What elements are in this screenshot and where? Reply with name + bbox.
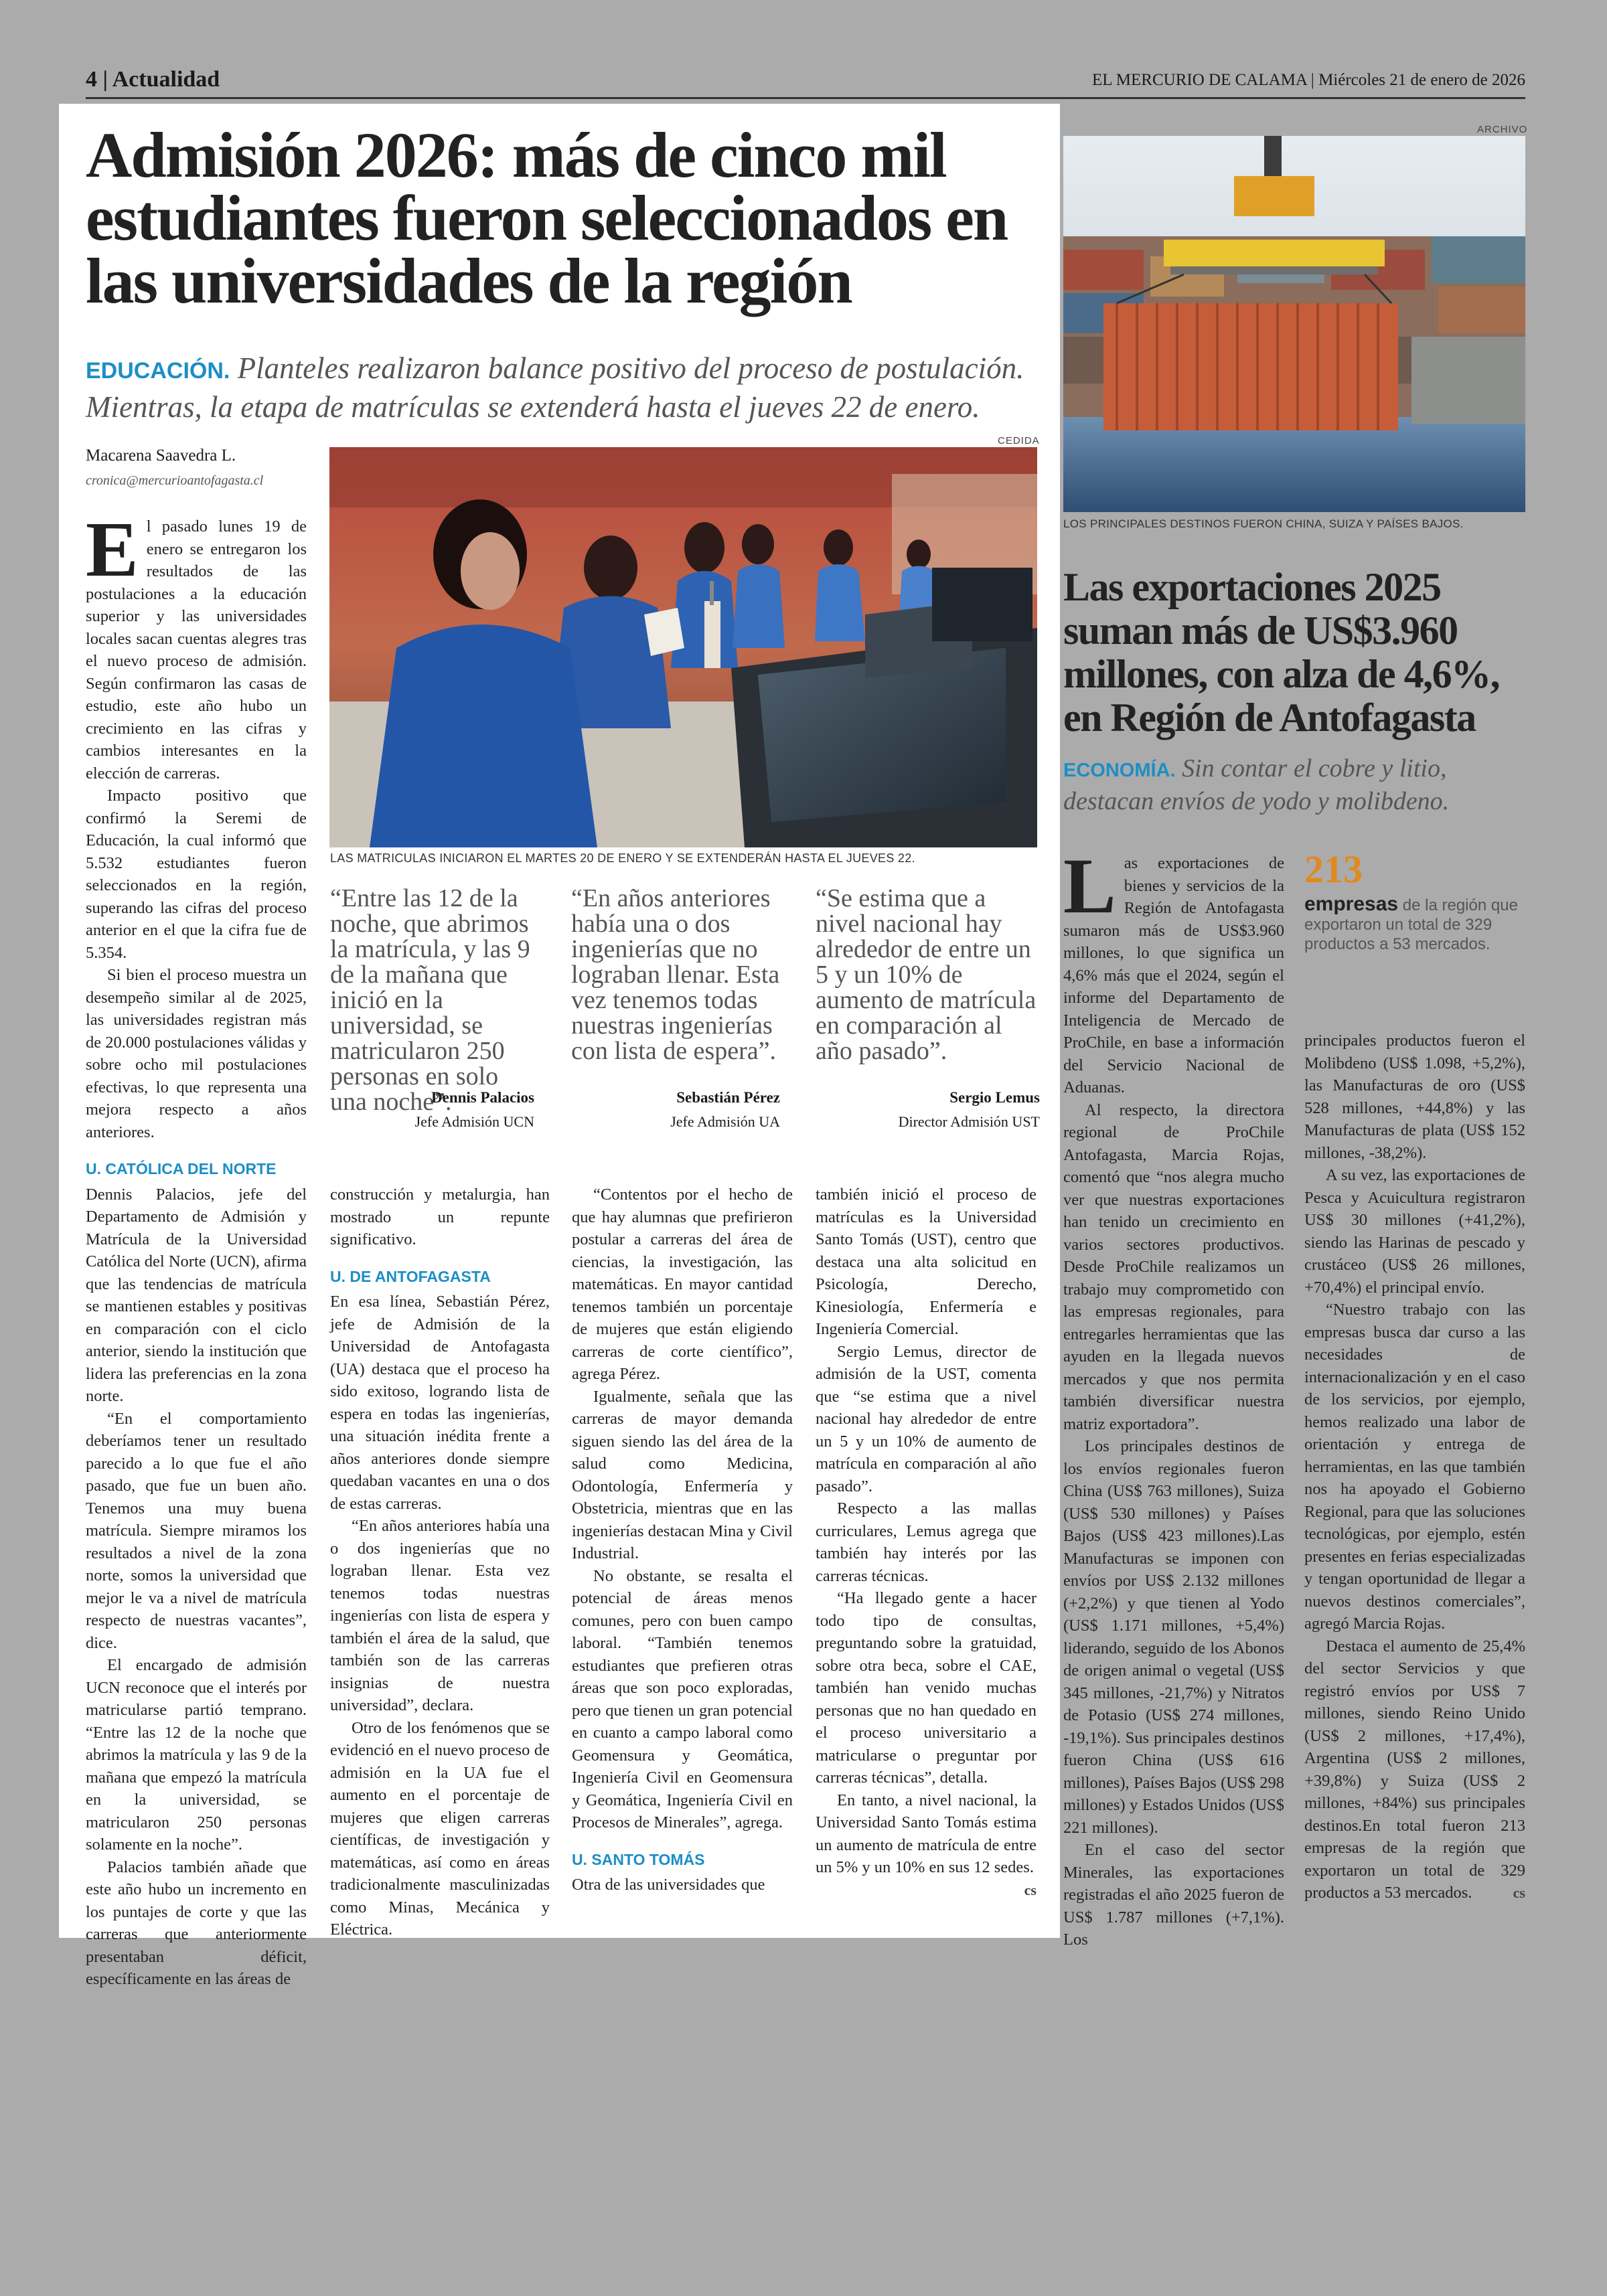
article-paragraph: “En años anteriores había una o dos ingenierías que no lograban llenar. Esta vez tenemos todas nuestras ingenierías con lista de espera y también el área de la salud, que también son de las carreras insignias de nuestra universidad”, declara. <box>330 1517 550 1714</box>
photo-caption: LAS MATRICULAS INICIARON EL MARTES 20 DE ENERO Y SE EXTENDERÁN HASTA EL JUEVES 22. <box>330 851 915 865</box>
side-column-2 <box>1304 1030 1525 1904</box>
author-name: Macarena Saavedra L. <box>86 446 236 465</box>
article-paragraph: Impacto positivo que confirmó la Seremi de Educación, la cual informó que 5.532 estudiantes fueron seleccionados en la región, superando las cifras del proceso anterior en el que la cifra fue de 5.354. <box>86 787 307 962</box>
quote-3 <box>816 886 1040 1140</box>
article-column-4 <box>816 1183 1037 1901</box>
side-article <box>1063 104 1528 1949</box>
side-lead <box>1063 753 1525 817</box>
page-number: 4 <box>86 67 97 92</box>
article-paragraph: “Ha llegado gente a hacer todo tipo de consultas, preguntando sobre la gratuidad, sobre otra beca, sobre el CAE, también han venido muchas personas que no han quedado en el proceso universitario a matricularse o preguntar por carreras técnicas”, detalla. <box>816 1589 1037 1787</box>
issue-date: Miércoles 21 de enero de 2026 <box>1318 71 1525 89</box>
author-email: cronica@mercurioantofagasta.cl <box>86 473 264 488</box>
article-paragraph: Los principales destinos de los envíos regionales fueron China (US$ 763 millones), Suiza (US$ 530 millones) y Países Bajos (US$ 423 millones).Las Manufacturas se imponen con envíos por US$ 2.132 millones (+2,2%) y que tienen al Yodo (US$ 1.171 millones, +5,4%) liderando, seguido de los Abonos de origen animal o vegetal (US$ 345 millones, -21,7%) y Nitratos de Potasio (US$ 274 millones, -19,1%). Sus principales destinos fueron China (US$ 616 millones), Países Bajos (US$ 298 millones) y Estados Unidos (US$ 221 millones). <box>1063 1437 1284 1837</box>
article-paragraph: Otro de los fenómenos que se evidenció en el nuevo proceso de admisión en la UA fue el aumento en el porcentaje de mujeres que eligen carreras científicas, de investigación y matemáticas, así como en áreas tradicionalmente masculinizadas como Minas, Mecánica y Eléctrica. <box>330 1718 550 1939</box>
quote-author-role: Director Admisión UST <box>898 1113 1040 1130</box>
photo-caption: LOS PRINCIPALES DESTINOS FUERON CHINA, SUIZA Y PAÍSES BAJOS. <box>1063 517 1464 530</box>
article-column-1 <box>86 505 307 1991</box>
article-paragraph: también inició el proceso de matrículas es la Universidad Santo Tomás (UST), centro que destaca una alta solicitud en Psicología, Derecho, Kinesiología, Enfermería e Ingeniería Comercial. <box>816 1185 1037 1338</box>
end-mark: cs <box>1513 1884 1525 1901</box>
stat-text: empresas de la región que exportaron un total de 329 productos a 53 mercados. <box>1304 893 1518 953</box>
article-paragraph: Respecto a las mallas curriculares, Lemus agrega que también hay interés por las carreras técnicas. <box>816 1499 1037 1585</box>
article-kicker: EDUCACIÓN. <box>86 358 230 384</box>
article-paragraph: El encargado de admisión UCN reconoce que el interés por matricularse partió temprano. “Entre las 12 de la noche que abrimos la matrícula y las 9 de la mañana que empezó la matrícula en la universidad, se matricularon 250 personas solamente en la noche”. <box>86 1656 307 1854</box>
subheading-ua: U. DE ANTOFAGASTA <box>330 1267 491 1285</box>
port-container-photo <box>1063 136 1525 512</box>
article-paragraph: No obstante, se resalta el potencial de áreas menos comunes, pero con buen campo laboral. “También tenemos estudiantes que prefieren otras áreas que son poco exploradas, pero que tienen un gran potencial en cuanto a campo laboral como Geomensura y Geomática, Ingeniería Civil en Geomensura y Geomática, Ingeniería Civil en Procesos de Minerales”, agrega. <box>572 1566 793 1831</box>
article-paragraph: principales productos fueron el Molibdeno (US$ 1.098, +5,2%), las Manufacturas de oro (US$ 528 millones, +44,8%) y las Manufacturas de plata (US$ 152 millones, -38,2%). <box>1304 1032 1525 1162</box>
article-lead <box>86 350 1037 425</box>
article-paragraph: Palacios también añade que este año hubo un incremento en los puntajes de corte y que las carreras que anteriormente presentaban déficit, específicamente en las áreas de <box>86 1858 307 1988</box>
page-section: 4 | Actualidad <box>86 67 220 92</box>
photo-credit: ARCHIVO <box>1477 124 1528 135</box>
stat-label: empresas <box>1304 893 1399 915</box>
article-paragraph: Si bien el proceso muestra un desempeño similar al de 2025, las universidades registran más de 20.000 postulaciones válidas y sobre ocho mil postulaciones efectivas, lo que representa una mejora respecto a años anteriores. <box>86 966 307 1141</box>
newspaper-name: EL MERCURIO DE CALAMA <box>1091 71 1307 89</box>
article-headline: Admisión 2026: más de cinco mil estudiantes fueron seleccionados en las universidades de la región <box>86 119 1008 317</box>
article-paragraph: En esa línea, Sebastián Pérez, jefe de Admisión de la Universidad de Antofagasta (UA) destaca que el proceso ha sido exitoso, logrando lista de espera en todas las ingenierías, una situación inédita frente a años anteriores donde siempre quedaban vacantes en una o dos de estas carreras. <box>330 1293 550 1513</box>
article-paragraph: En el caso del sector Minerales, las exportaciones registradas el año 2025 fueron de US$ 1.787 millones (+7,1%). Los <box>1063 1841 1284 1949</box>
page-header <box>86 64 1525 99</box>
subheading-ust: U. SANTO TOMÁS <box>572 1850 705 1868</box>
side-headline: Las exportaciones 2025 suman más de US$3.960 millones, con alza de 4,6%, en Región de Antofagasta <box>1063 565 1500 740</box>
side-lead-text: Sin contar el cobre y litio, destacan envíos de yodo y molibdeno. <box>1063 754 1450 815</box>
masthead-line: EL MERCURIO DE CALAMA | Miércoles 21 de enero de 2026 <box>1091 71 1525 89</box>
side-kicker: ECONOMÍA. <box>1063 760 1176 781</box>
quote-text: “Se estima que a nivel nacional hay alrededor de entre un 5 y un 10% de aumento de matrícula en comparación al año pasado”. <box>816 884 1037 1065</box>
article-paragraph: Al respecto, la directora regional de ProChile Antofagasta, Marcia Rojas, comentó que “nos alegra mucho ver que nuestras exportaciones han tenido un crecimiento en varios sectores productivos. Desde ProChile realizamos un trabajo muy comprometido con las empresas regionales, para entregarles herramientas que las ayuden en la llegada nuevos mercados y que nos permita también diversificar nuestra matriz exportadora”. <box>1063 1100 1284 1433</box>
article-paragraph: A su vez, las exportaciones de Pesca y Acuicultura registraron US$ 30 millones (+41,2%), siendo las Harinas de pescado y crustáceo (US$ 26 millones, +70,4%) el principal envío. <box>1304 1166 1525 1297</box>
article-paragraph: Igualmente, señala que las carreras de mayor demanda siguen siendo las del área de la salud como Medicina, Odontología, Enfermería y Obstetricia, mientras que en las ingenierías destacan Mina y Civil Industrial. <box>572 1387 793 1562</box>
article-paragraph: Sergio Lemus, director de admisión de la UST, comenta que “se estima que a nivel nacional hay alrededor de entre un 5 y un 10% de aumento de matrícula en comparación al año pasado”. <box>816 1342 1037 1495</box>
byline <box>86 446 354 489</box>
quote-1 <box>330 886 534 1140</box>
article-paragraph: construcción y metalurgia, han mostrado un repunte significativo. <box>330 1185 550 1248</box>
article-paragraph: Dennis Palacios, jefe del Departamento de Admisión y Matrícula de la Universidad Católica del Norte (UCN), afirma que las tendencias de matrícula se mantienen estables y positivas en comparación con el ciclo anterior, siendo la institución que lidera las preferencias en la zona norte. <box>86 1185 307 1405</box>
article-paragraph: “Nuestro trabajo con las empresas busca dar curso a las necesidades de internacionalización y en el caso de los servicios, por ejemplo, hemos realizado una labor de orientación y entrega de herramientas, en las que también nos ha apoyado el Gobierno Regional, para que las soluciones tecnológicas, por ejemplo, estén presentes en ferias especializadas y tengan oportunidad de llegar a nuevos destinos comerciales”, agregó Marcia Rojas. <box>1304 1301 1525 1633</box>
quote-author-role: Jefe Admisión UCN <box>414 1113 534 1130</box>
quote-text: “En años anteriores había una o dos ingenierías que no lograban llenar. Esta vez tenemos todas nuestras ingenierías con lista de espera”. <box>571 884 780 1065</box>
drop-cap: E <box>86 505 139 593</box>
article-column-3 <box>572 1183 793 1896</box>
side-column-1 <box>1063 842 1284 1951</box>
stat-box <box>1304 847 1525 954</box>
quote-author-role: Jefe Admisión UA <box>670 1113 780 1130</box>
quote-author: Sebastián Pérez <box>676 1089 780 1106</box>
article-paragraph: En tanto, a nivel nacional, la Universidad Santo Tomás estima un aumento de matrícula de entre un 5% y un 10% en sus 12 sedes. cs <box>816 1789 1037 1879</box>
quote-2 <box>571 886 780 1140</box>
article-lead-text: Planteles realizaron balance positivo del proceso de postulación. Mientras, la etapa de matrículas se extenderá hasta el jueves 22 de enero. <box>86 351 1024 424</box>
quote-text: “Entre las 12 de la noche, que abrimos la matrícula, y las 9 de la mañana que inició en la universidad, se matricularon 250 personas en solo una noche”. <box>330 884 530 1116</box>
article-paragraph: El pasado lunes 19 de enero se entregaron los resultados de las postulaciones a la educación superior y las universidades locales sacan cuentas alegres tras el nuevo proceso de admisión. Según confirmaron las casas de estudio, este año hubo un crecimiento en las cifras y cambios interesantes en la elección de carreras. <box>86 505 307 783</box>
students-photo <box>329 447 1037 847</box>
end-mark: cs <box>1024 1881 1037 1898</box>
quote-author: Dennis Palacios <box>431 1089 534 1106</box>
drop-cap: L <box>1063 842 1116 930</box>
section-name: Actualidad <box>112 67 220 92</box>
article-paragraph: Otra de las universidades que <box>572 1876 765 1894</box>
article-paragraph: Destaca el aumento de 25,4% del sector Servicios y que registró envíos por US$ 7 millones, siendo Reino Unido (US$ 2 millones, +17,4%), Argentina (US$ 2 millones, +39,8%) y Suiza (US$ 2 millones, +84%) sus principales destinos.En total fueron 213 empresas de la región que exportaron un total de 329 productos a 53 mercados. cs <box>1304 1635 1525 1904</box>
photo-credit: CEDIDA <box>998 435 1040 446</box>
article-column-2 <box>330 1183 550 1941</box>
stat-number: 213 <box>1304 847 1363 891</box>
main-article <box>59 104 1060 1988</box>
article-paragraph: Las exportaciones de bienes y servicios de la Región de Antofagasta sumaron más de US$3.960 millones, lo que significa un 4,6% más que el 2024, según el informe del Departamento de Inteligencia de Mercado de ProChile, en base a información del Servicio Nacional de Aduanas. <box>1063 842 1284 1096</box>
quote-author: Sergio Lemus <box>949 1089 1040 1106</box>
subheading-ucn: U. CATÓLICA DEL NORTE <box>86 1160 277 1177</box>
article-paragraph: “En el comportamiento deberíamos tener un resultado parecido a lo que fue el año pasado, que fue un buen año. Tenemos una muy buena matrícula. Siempre miramos los resultados a nivel de la zona norte, somos la universidad que mejor le va a nivel de matrícula respecto de nuestras vacantes”, dice. <box>86 1409 307 1652</box>
article-paragraph: “Contentos por el hecho de que hay alumnas que prefirieron postular a carreras del área de ciencias, la investigación, las matemáticas. En mayor cantidad tenemos también un porcentaje de mujeres que están eligiendo carreras de corte científico”, agrega Pérez. <box>572 1185 793 1383</box>
